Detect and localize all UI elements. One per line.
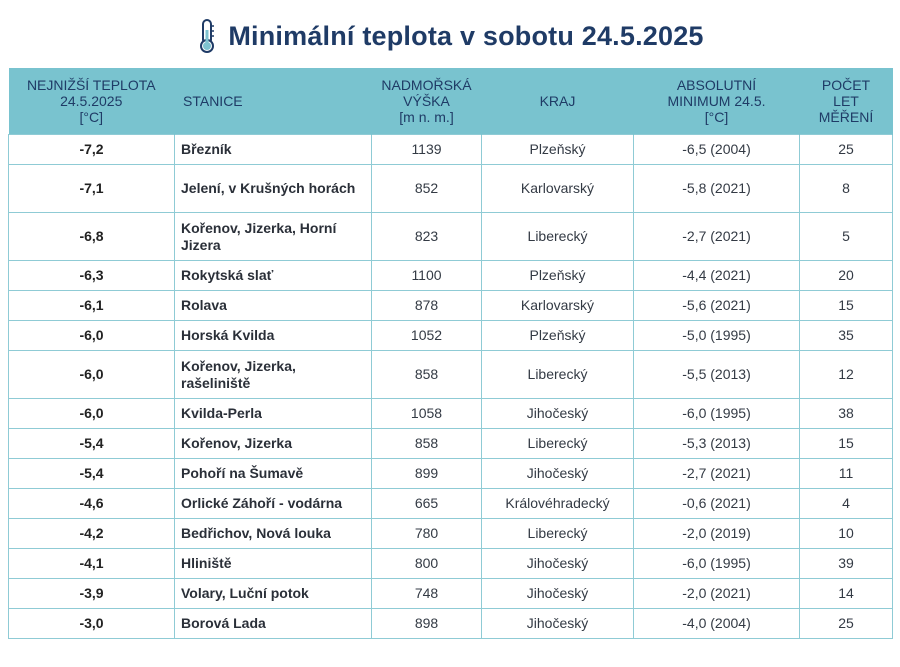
cell-years: 20 [800,261,893,291]
cell-years: 35 [800,321,893,351]
cell-min-temp: -6,0 [9,399,175,429]
header-station [175,68,372,135]
cell-station: Orlické Záhoří - vodárna [175,489,372,519]
cell-min-temp: -4,1 [9,549,175,579]
cell-region: Plzeňský [482,261,634,291]
table-row [9,399,893,429]
cell-min-temp: -3,9 [9,579,175,609]
header-altitude [372,68,482,135]
header-line: MINIMUM 24.5. [667,93,766,109]
cell-altitude: 1100 [372,261,482,291]
cell-years: 5 [800,213,893,261]
cell-altitude: 858 [372,429,482,459]
cell-station: Kvilda-Perla [175,399,372,429]
cell-absolute-minimum: -6,0 (1995) [634,549,800,579]
header-line: 24.5.2025 [60,93,123,109]
header-line: NEJNIŽŠÍ TEPLOTA [26,77,156,93]
cell-altitude: 1139 [372,135,482,165]
cell-min-temp: -4,6 [9,489,175,519]
cell-station: Jelení, v Krušných horách [175,165,372,213]
table-row [9,135,893,165]
cell-station: Hliniště [175,549,372,579]
header-region [482,68,634,135]
cell-years: 15 [800,429,893,459]
table-row [9,579,893,609]
cell-absolute-minimum: -5,5 (2013) [634,351,800,399]
header-line: NADMOŘSKÁ [381,77,472,93]
cell-years: 25 [800,609,893,639]
header-line: VÝŠKA [403,93,450,109]
cell-station: Kořenov, Jizerka, rašeliniště [175,351,372,399]
title-row [0,0,900,68]
header-line: KRAJ [539,93,576,109]
cell-station: Pohoří na Šumavě [175,459,372,489]
cell-region: Plzeňský [482,321,634,351]
table-row [9,351,893,399]
cell-min-temp: -6,0 [9,351,175,399]
cell-altitude: 898 [372,609,482,639]
thermometer-icon [196,18,218,54]
cell-region: Liberecký [482,429,634,459]
cell-absolute-minimum: -5,3 (2013) [634,429,800,459]
cell-min-temp: -6,8 [9,213,175,261]
cell-station: Rolava [175,291,372,321]
cell-station: Rokytská slať [175,261,372,291]
page-title: Minimální teplota v sobotu 24.5.2025 [228,20,704,51]
cell-years: 39 [800,549,893,579]
cell-absolute-minimum: -0,6 (2021) [634,489,800,519]
table-row [9,519,893,549]
cell-region: Karlovarský [482,165,634,213]
header-absolute-minimum [634,68,800,135]
cell-station: Kořenov, Jizerka, Horní Jizera [175,213,372,261]
cell-years: 8 [800,165,893,213]
cell-station: Volary, Luční potok [175,579,372,609]
cell-region: Královéhradecký [482,489,634,519]
header-min-temp [9,68,175,135]
cell-absolute-minimum: -2,0 (2021) [634,579,800,609]
cell-absolute-minimum: -4,4 (2021) [634,261,800,291]
cell-station: Horská Kvilda [175,321,372,351]
cell-min-temp: -4,2 [9,519,175,549]
cell-absolute-minimum: -2,0 (2019) [634,519,800,549]
cell-absolute-minimum: -2,7 (2021) [634,459,800,489]
cell-min-temp: -5,4 [9,459,175,489]
cell-region: Liberecký [482,351,634,399]
table-row [9,489,893,519]
cell-absolute-minimum: -5,0 (1995) [634,321,800,351]
table-row [9,261,893,291]
cell-years: 10 [800,519,893,549]
cell-station: Březník [175,135,372,165]
cell-absolute-minimum: -6,0 (1995) [634,399,800,429]
cell-region: Jihočeský [482,609,634,639]
cell-station: Kořenov, Jizerka [175,429,372,459]
cell-absolute-minimum: -5,8 (2021) [634,165,800,213]
cell-region: Liberecký [482,213,634,261]
header-line: STANICE [183,93,243,109]
cell-region: Plzeňský [482,135,634,165]
table-row [9,165,893,213]
cell-altitude: 780 [372,519,482,549]
cell-altitude: 858 [372,351,482,399]
header-line: POČET [821,77,871,93]
cell-absolute-minimum: -2,7 (2021) [634,213,800,261]
cell-region: Jihočeský [482,459,634,489]
cell-min-temp: -5,4 [9,429,175,459]
cell-region: Karlovarský [482,291,634,321]
cell-altitude: 823 [372,213,482,261]
cell-min-temp: -6,1 [9,291,175,321]
cell-years: 12 [800,351,893,399]
header-years [800,68,893,135]
cell-region: Jihočeský [482,399,634,429]
header-line: MĚŘENÍ [818,109,874,125]
header-line: ABSOLUTNÍ [676,77,757,93]
cell-min-temp: -6,3 [9,261,175,291]
temperature-table [8,68,893,639]
cell-years: 38 [800,399,893,429]
cell-region: Jihočeský [482,549,634,579]
cell-min-temp: -3,0 [9,609,175,639]
cell-altitude: 878 [372,291,482,321]
cell-min-temp: -7,1 [9,165,175,213]
table-row [9,459,893,489]
cell-years: 25 [800,135,893,165]
table-row [9,291,893,321]
cell-altitude: 665 [372,489,482,519]
header-line: [°C] [79,109,103,125]
cell-min-temp: -6,0 [9,321,175,351]
table-row [9,549,893,579]
cell-years: 11 [800,459,893,489]
cell-altitude: 1058 [372,399,482,429]
header-line: LET [833,93,859,109]
cell-absolute-minimum: -6,5 (2004) [634,135,800,165]
cell-altitude: 899 [372,459,482,489]
cell-region: Jihočeský [482,579,634,609]
cell-altitude: 1052 [372,321,482,351]
cell-absolute-minimum: -5,6 (2021) [634,291,800,321]
cell-altitude: 748 [372,579,482,609]
cell-station: Bedřichov, Nová louka [175,519,372,549]
header-line: [m n. m.] [399,109,454,125]
cell-region: Liberecký [482,519,634,549]
table-row [9,321,893,351]
header-line: [°C] [704,109,729,125]
cell-years: 4 [800,489,893,519]
cell-absolute-minimum: -4,0 (2004) [634,609,800,639]
table-row [9,429,893,459]
table-row [9,213,893,261]
cell-altitude: 852 [372,165,482,213]
cell-years: 14 [800,579,893,609]
cell-station: Borová Lada [175,609,372,639]
cell-altitude: 800 [372,549,482,579]
table-header-row [9,68,893,135]
cell-min-temp: -7,2 [9,135,175,165]
cell-years: 15 [800,291,893,321]
table-row [9,609,893,639]
